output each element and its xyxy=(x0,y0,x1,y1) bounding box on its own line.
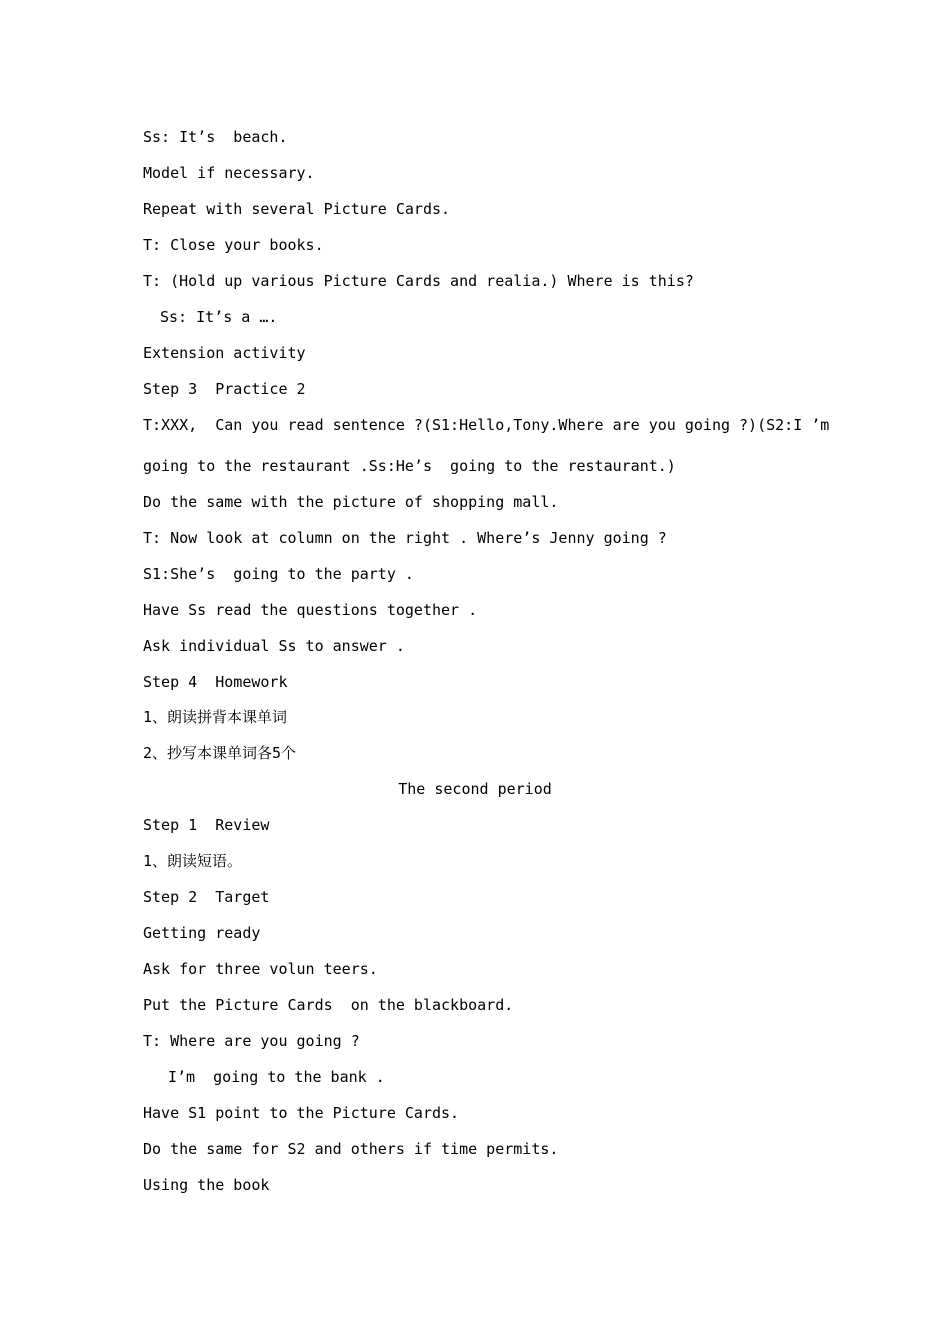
text-line: Model if necessary. xyxy=(143,164,315,182)
text-line: Repeat with several Picture Cards. xyxy=(143,200,451,218)
section-heading: Using the book xyxy=(143,1176,270,1194)
text-line: T: Close your books. xyxy=(143,236,324,254)
text-line: T:XXX, Can you read sentence ?(S1:Hello,Tony.Where are you going ?)(S2:I ’m xyxy=(143,416,830,434)
text-line: I’m going to the bank . xyxy=(168,1068,385,1086)
text-line: Ask for three volun teers. xyxy=(143,960,378,978)
text-line: S1:She’s going to the party . xyxy=(143,565,414,583)
text-line: Ss: It’s beach. xyxy=(143,128,288,146)
text-line: T: (Hold up various Picture Cards and realia.) Where is this? xyxy=(143,272,694,290)
text-line: Do the same with the picture of shopping mall. xyxy=(143,493,559,511)
section-title: The second period xyxy=(398,780,552,798)
text-line: T: Where are you going ? xyxy=(143,1032,360,1050)
section-heading: Extension activity xyxy=(143,344,306,362)
list-item: 1、朗读短语。 xyxy=(143,852,243,870)
text-line: going to the restaurant .Ss:He’s going to the restaurant.) xyxy=(143,457,676,475)
text-line: Put the Picture Cards on the blackboard. xyxy=(143,996,514,1014)
text-line: T: Now look at column on the right . Where’s Jenny going ? xyxy=(143,529,667,547)
text-line: Ask individual Ss to answer . xyxy=(143,637,405,655)
text-line: Ss: It’s a …. xyxy=(160,308,278,326)
text-line: Do the same for S2 and others if time permits. xyxy=(143,1140,559,1158)
step-heading: Step 2 Target xyxy=(143,888,270,906)
text-line: Have S1 point to the Picture Cards. xyxy=(143,1104,460,1122)
step-heading: Step 1 Review xyxy=(143,816,270,834)
text-line: Have Ss read the questions together . xyxy=(143,601,478,619)
list-item: 1、朗读拼背本课单词 xyxy=(143,708,288,726)
section-heading: Getting ready xyxy=(143,924,261,942)
step-heading: Step 4 Homework xyxy=(143,673,288,691)
step-heading: Step 3 Practice 2 xyxy=(143,380,306,398)
list-item: 2、抄写本课单词各5个 xyxy=(143,744,297,762)
